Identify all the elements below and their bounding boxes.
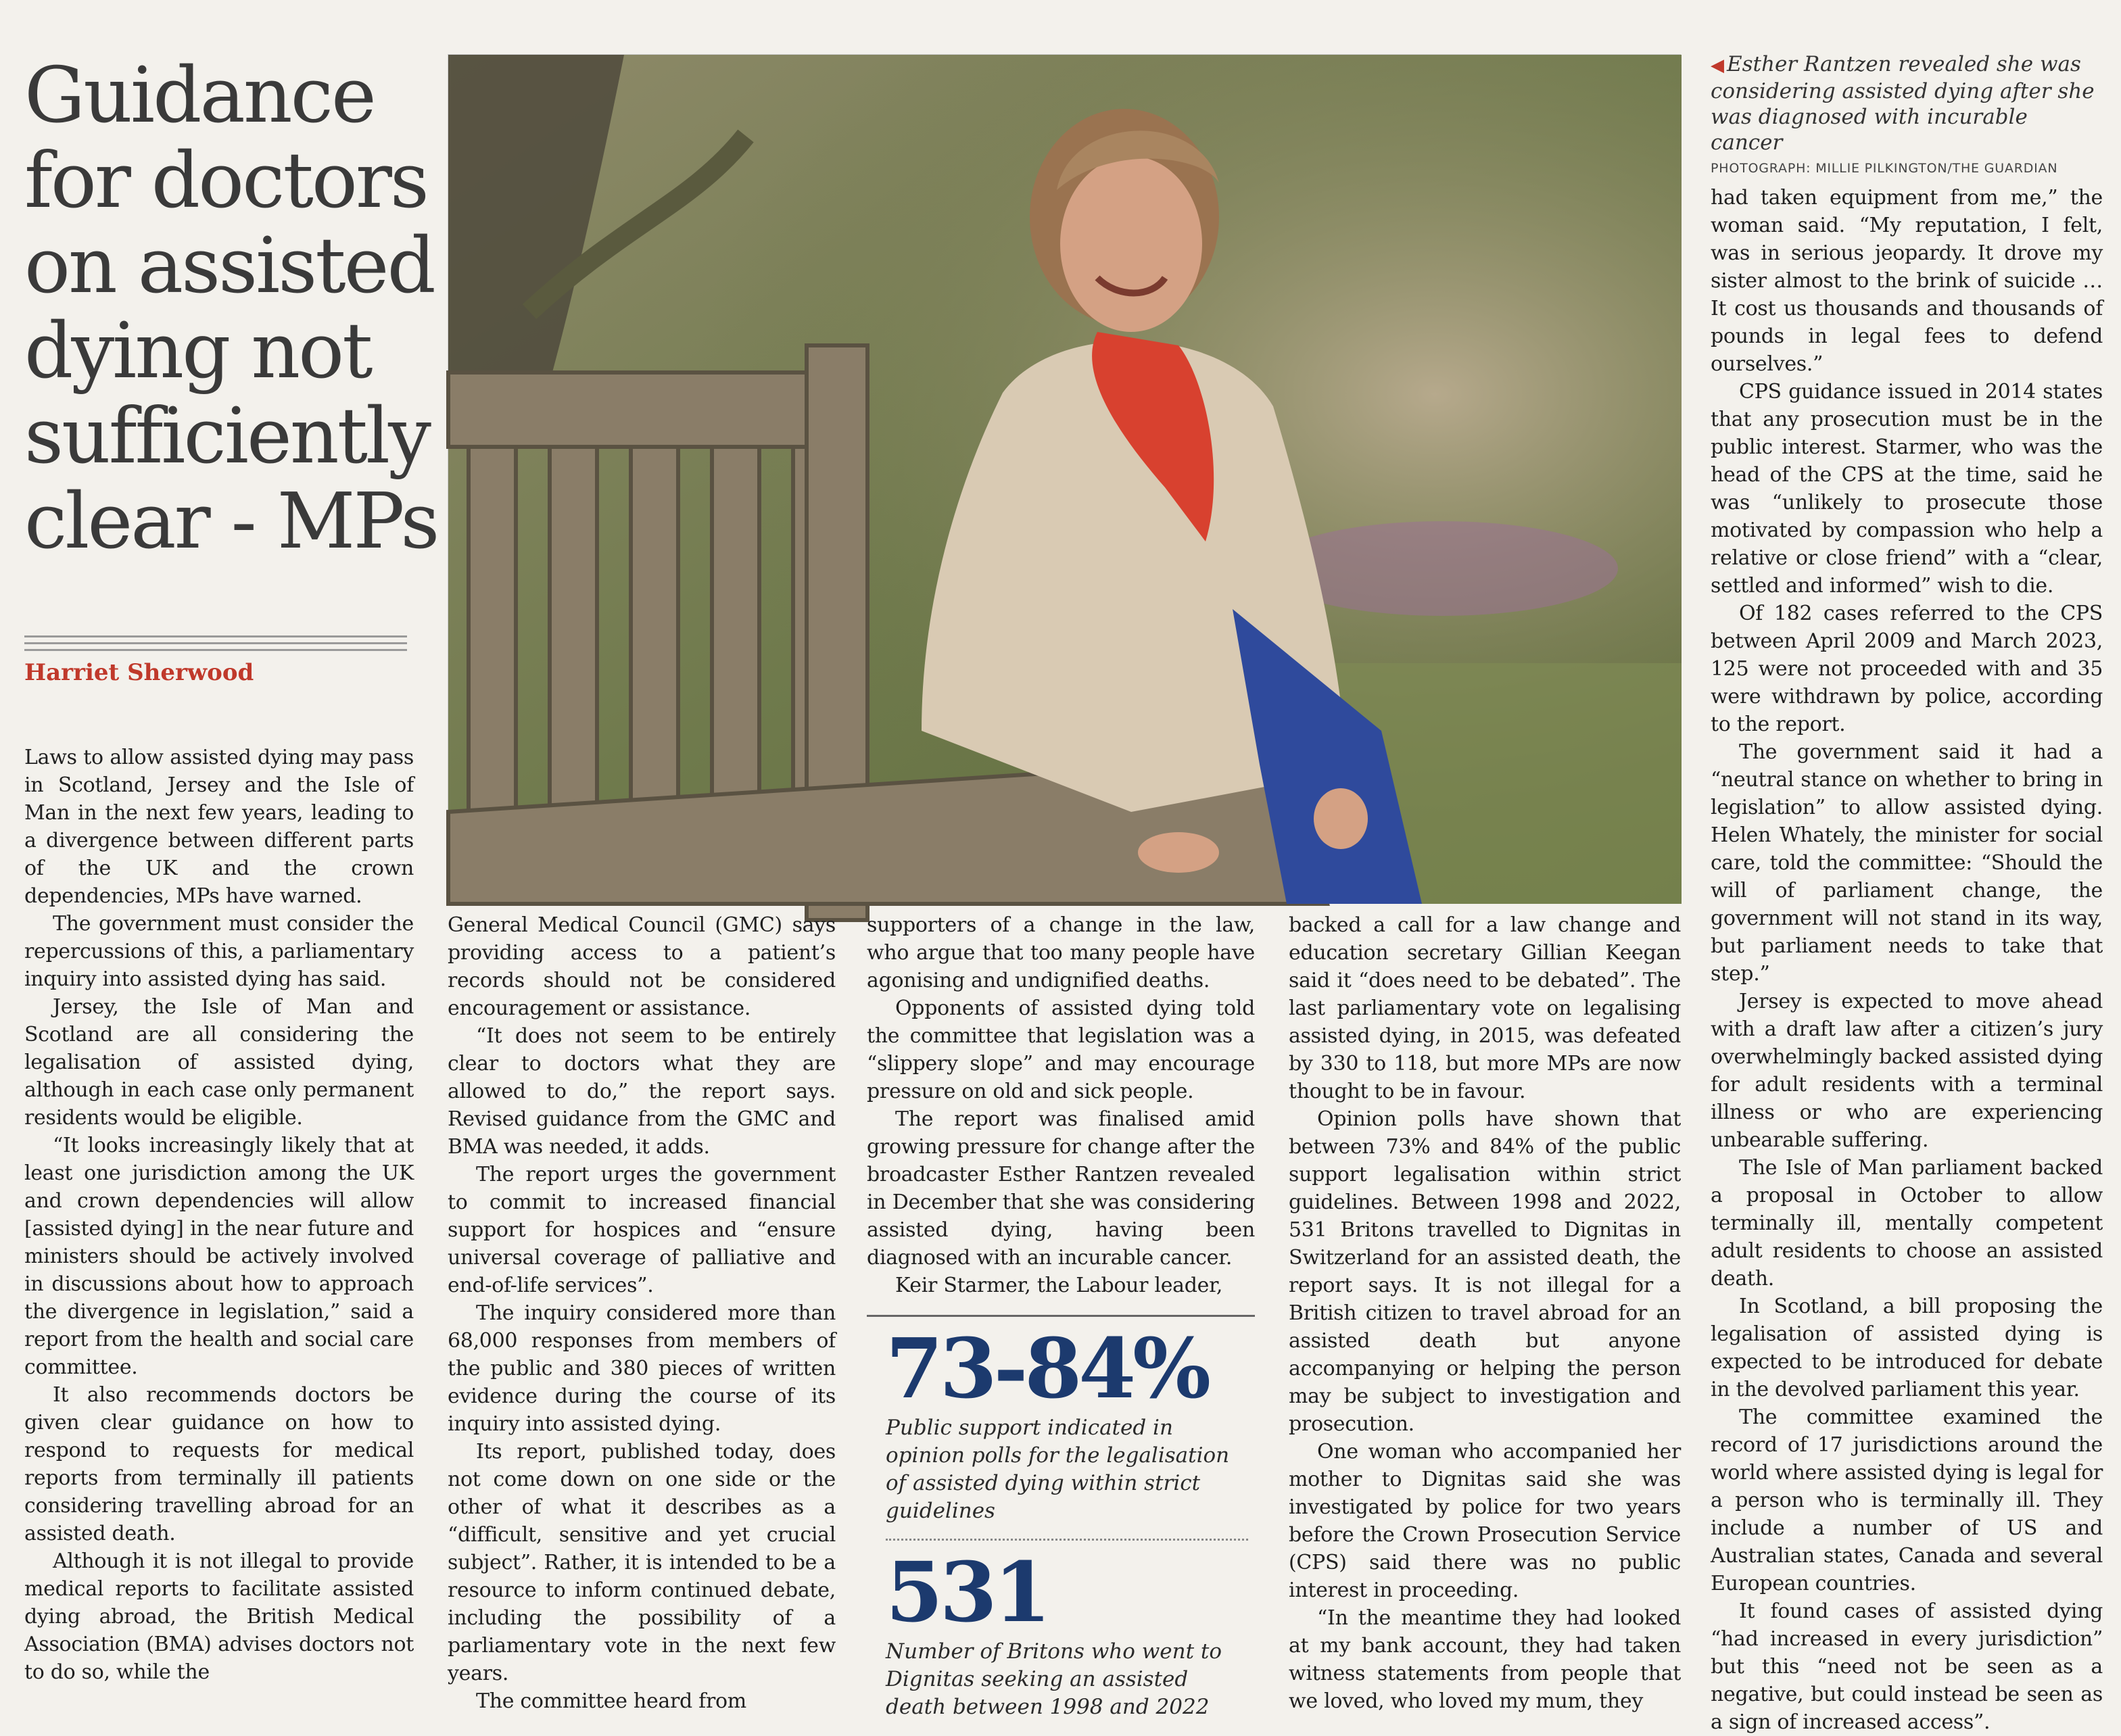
headline (24, 51, 438, 566)
paragraph: Jersey, the Isle of Man and Scotland are all considering the legalisation of assisted dying, although in each case only permanent residents would be eligible. (24, 995, 414, 1130)
article-column-3 (867, 911, 1255, 1303)
fact-description: Number of Britons who went to Dignitas seeking an assisted death between 1998 and 2022 (886, 1639, 1222, 1719)
fact-box (867, 1315, 1255, 1719)
paragraph: “In the meantime they had looked at my bank account, they had taken witness statements from people that we loved, who loved my mum, they (1289, 1606, 1681, 1713)
paragraph: One woman who accompanied her mother to Dignitas said she was investigated by police for two years before the Crown Prosecution Service (CPS) said there was no public interest in proceeding. (1289, 1440, 1681, 1602)
article-column-2 (448, 911, 836, 1713)
paragraph: Its report, published today, does not come down on one side or the other of what it describes as a “difficult, sensitive and yet crucial subject”. Rather, it is intended to be a resource to inform continued debate, including the possibility of a parliamentary vote in the next few years. (448, 1440, 836, 1685)
fact-description: Public support indicated in opinion polls for the legalisation of assisted dying within strict guidelines (886, 1416, 1230, 1523)
headline-line: on assisted (24, 221, 434, 310)
headline-line: dying not (24, 306, 371, 395)
paragraph: Opponents of assisted dying told the committee that legislation was a “slippery slope” and may encourage pressure on old and sick people. (867, 996, 1255, 1103)
paragraph: It also recommends doctors be given clear guidance on how to respond to requests for medical reports from terminally ill patients considering travelling abroad for an assisted death. (24, 1383, 414, 1545)
headline-line: clear - MPs (24, 477, 438, 566)
fact-divider (886, 1539, 1248, 1541)
paragraph: General Medical Council (GMC) says providing access to a patient’s records should not be considered encouragement or assistance. (448, 913, 836, 1020)
paragraph: Although it is not illegal to provide medical reports to facilitate assisted dying abroad, the British Medical Association (BMA) advises doctors not to do so, while the (24, 1549, 414, 1684)
article-photo (448, 54, 1681, 903)
paragraph: “It does not seem to be entirely clear to doctors what they are allowed to do,” the report says. Revised guidance from the GMC and BMA was needed, it adds. (448, 1024, 836, 1159)
paragraph: The government said it had a “neutral stance on whether to bring in legislation” to allow assisted dying. Helen Whately, the minister for social care, told the committee: “Should the will of parliament change, the government will not stand in its way, but parliament needs to take that step.” (1711, 740, 2103, 986)
byline-rule (24, 649, 407, 651)
paragraph: “It looks increasingly likely that at least one jurisdiction among the UK and crown dependencies will allow [assisted dying] in the near future and ministers should be actively involved in discussions about how to approach the divergence in legislation,” said a report from the health and social care committee. (24, 1134, 414, 1379)
paragraph: Jersey is expected to move ahead with a draft law after a citizen’s jury overwhelmingly backed assisted dying for adult residents with a terminal illness or who are experiencing unbearable suffering. (1711, 990, 2103, 1152)
paragraph: In Scotland, a bill proposing the legalisation of assisted dying is expected to be introduced for debate in the devolved parliament this year. (1711, 1295, 2103, 1401)
article-column-1 (24, 744, 414, 1704)
paragraph: The government must consider the repercussions of this, a parliamentary inquiry into assisted dying has said. (24, 912, 414, 991)
caption-arrow-icon: ◀ (1711, 55, 1724, 76)
headline-line: Guidance (24, 51, 375, 140)
paragraph: backed a call for a law change and education secretary Gillian Keegan said it “does need to be debated”. The last parliamentary vote on legalising assisted dying, in 2015, was defeated by 330 to 118, but more MPs are now thought to be in favour. (1289, 913, 1681, 1103)
byline-rule (24, 635, 407, 637)
paragraph: Of 182 cases referred to the CPS between April 2009 and March 2023, 125 were not proceeded with and 35 were withdrawn by police, according to the report. (1711, 602, 2103, 736)
paragraph: The report urges the government to commit to increased financial support for hospices and “ensure universal coverage of palliative and end-of-life services”. (448, 1163, 836, 1297)
fact-figure: 531 (886, 1543, 1048, 1641)
headline-line: sufficiently (24, 391, 430, 481)
byline-rule (24, 642, 407, 644)
paragraph: Opinion polls have shown that between 73% and 84% of the public support legalisation within strict guidelines. Between 1998 and 2022, 531 Britons travelled to Dignitas in Switzerland for an assisted death, the report says. It is not illegal for a British citizen to travel abroad for an assisted death but anyone accompanying or helping the person may be subject to investigation and prosecution. (1289, 1107, 1681, 1436)
paragraph: had taken equipment from me,” the woman said. “My reputation, I felt, was in serious jeopardy. It drove my sister almost to the brink of suicide … It cost us thousands and thousands of pounds in legal fees to defend ourselves.” (1711, 186, 2103, 376)
caption-text: Esther Rantzen revealed she was considering assisted dying after she was diagnosed with incurable cancer (1711, 52, 2095, 155)
paragraph: Keir Starmer, the Labour leader, (895, 1274, 1223, 1297)
paragraph: The committee examined the record of 17 jurisdictions around the world where assisted dying is legal for a person who is terminally ill. They include a number of US and Australian states, Canada and several European countries. (1711, 1405, 2103, 1595)
article-column-5 (1711, 184, 2103, 1734)
paragraph: The committee heard from (476, 1689, 746, 1713)
paragraph: supporters of a change in the law, who argue that too many people have agonising and undignified deaths. (867, 913, 1255, 992)
headline-line: for doctors (24, 136, 427, 225)
paragraph: The inquiry considered more than 68,000 responses from members of the public and 380 pieces of written evidence during the course of its inquiry into assisted dying. (448, 1301, 836, 1436)
paragraph: The Isle of Man parliament backed a proposal in October to allow terminally ill, mentally competent adult residents to choose an assisted death. (1711, 1156, 2103, 1291)
paragraph: The report was finalised amid growing pressure for change after the broadcaster Esther Rantzen revealed in December that she was considering assisted dying, having been diagnosed with an incurable cancer. (867, 1107, 1255, 1270)
photo-caption (1711, 51, 2103, 176)
paragraph: CPS guidance issued in 2014 states that any prosecution must be in the public interest. Starmer, who was the head of the CPS at the time, said he was “unlikely to prosecute those motivated by compassion who help a relative or close friend” with a “clear, settled and informed” wish to die. (1711, 380, 2103, 598)
photo-illustration (448, 55, 1682, 904)
byline: Harriet Sherwood (24, 659, 254, 686)
fact-figure: 73-84% (886, 1320, 1208, 1417)
paragraph: It found cases of assisted dying “had increased in every jurisdiction” but this “need not be seen as a negative, but could instead be seen as a sign of increased access”. (1711, 1599, 2103, 1734)
paragraph: Laws to allow assisted dying may pass in Scotland, Jersey and the Isle of Man in the next few years, leading to a divergence between different parts of the UK and the crown dependencies, MPs have warned. (24, 746, 414, 908)
caption-text-wrap (1711, 51, 2103, 155)
photo-credit: PHOTOGRAPH: MILLIE PILKINGTON/THE GUARDIAN (1711, 161, 2058, 176)
article-column-4 (1289, 911, 1681, 1713)
